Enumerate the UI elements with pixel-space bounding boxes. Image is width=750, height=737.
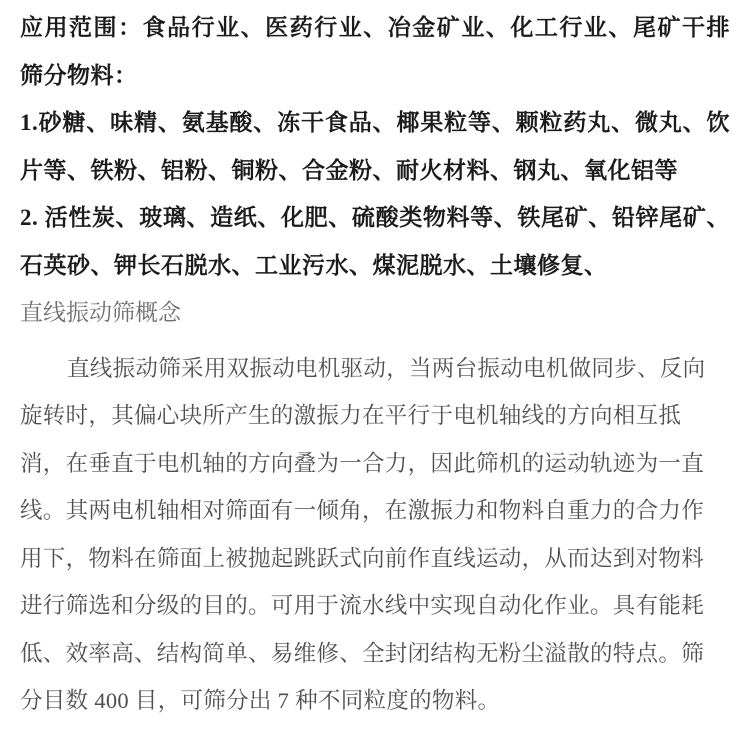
text-lines — [20, 4, 730, 725]
text-line: 筛分物料： — [20, 62, 138, 88]
text-line: 用下，物料在筛面上被抛起跳跃式向前作直线运动，从而达到对物料 — [20, 545, 705, 571]
text-line: 1.砂糖、味精、氨基酸、冻干食品、椰果粒等、颗粒药丸、微丸、饮 — [20, 110, 730, 135]
text-line: 2. 活性炭、玻璃、造纸、化肥、硫酸类物料等、铁尾矿、铅锌尾矿、 — [20, 205, 730, 230]
text-line: 片等、铁粉、铝粉、铜粉、合金粉、耐火材料、钢丸、氧化铝等 — [20, 157, 678, 183]
text-line: 直线振动筛采用双振动电机驱动，当两台振动电机做同步、反向 — [67, 355, 706, 381]
text-line: 旋转时，其偏心块所产生的激振力在平行于电机轴线的方向相互抵 — [20, 403, 682, 428]
text-line: 应用范围：食品行业、医药行业、冶金矿业、化工行业、尾矿干排 — [20, 15, 730, 40]
text-line: 低、效率高、结构简单、易维修、全封闭结构无粉尘溢散的特点。筛 — [20, 640, 705, 666]
text-line: 进行筛选和分级的目的。可用于流水线中实现自动化作业。具有能耗 — [20, 593, 705, 618]
text-line: 石英砂、钾长石脱水、工业污水、煤泥脱水、土壤修复、 — [20, 252, 608, 278]
text-line: 分目数 400 目，可筛分出 7 种不同粒度的物料。 — [20, 688, 501, 713]
text-line: 消，在垂直于电机轴的方向叠为一合力，因此筛机的运动轨迹为一直 — [20, 450, 705, 476]
text-line: 线。其两电机轴相对筛面有一倾角，在激振力和物料自重力的合力作 — [20, 498, 705, 523]
text-line: 直线振动筛概念 — [20, 300, 181, 325]
